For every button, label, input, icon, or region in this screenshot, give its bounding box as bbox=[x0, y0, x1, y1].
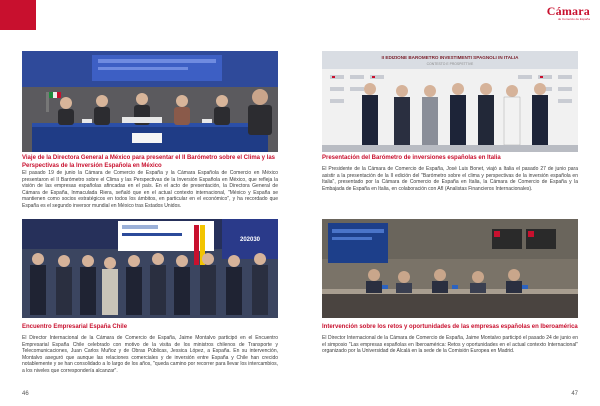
logo-subtitle: de Comercio de España bbox=[557, 17, 590, 21]
camara-logo bbox=[547, 5, 590, 21]
corner-accent bbox=[0, 0, 36, 30]
article-title-chile: Encuentro Empresarial España Chile bbox=[22, 324, 128, 330]
page-number-left: 46 bbox=[22, 391, 29, 397]
article-body-italy: El Presidente de la Cámara de Comercio de España, José Luis Bonet, viajó a Italia el pasado 27 de junio para asistir a la presentación de la II edición del "Barómetro sobre el clima y perspectivas de la inversión española en Italia", presentado por la Cámara de Comercio de España en Italia, la Cámara de Comercio de España y la Embajada de España en Italia, en colaboración con AfI (Analistas Financieros Internacionales). bbox=[322, 166, 578, 192]
article-body-iberoamerica: El Director Internacional de la Cámara de Comercio de España, Jaime Montalvo participó el pasado 24 de junio en el simposio "Las empresas españolas en Iberoamérica: Retos y oportunidades en el actual contexto Internacional" organizado por la Universidad de Alcalá en la sede de la Comisión Europea en Madrid. bbox=[322, 335, 578, 355]
photo-mexico-panel bbox=[22, 51, 278, 152]
photo-chile-meeting bbox=[22, 219, 278, 318]
article-body-chile: El Director Internacional de la Cámara de Comercio de España, Jaime Montalvo participó en el Encuentro Empresarial España Chile celebrado con motivo de la visita de los ministros chilenos de Transporte y Telecomunicaciones, Juan Carlos Muñoz y de Obras Públicas, Jessica López, a España. En su intervención, Montalvo aseguró que aunque las relaciones comerciales y de inversión entre España y Chile han crecido notablemente y se han consolidado a lo largo de los años, "queda camino por recorrer para llevar los intercambios, a los niveles que correspondería alcanzar". bbox=[22, 335, 278, 374]
page-number-right: 47 bbox=[571, 391, 578, 397]
italy-banner-title: II EDIZIONE BAROMETRO INVESTIMENTI SPAGNOLI IN ITALIA bbox=[381, 55, 519, 60]
article-title-iberoamerica: Intervención sobre los retos y oportunidades de las empresas españolas en Iberoamérica bbox=[322, 324, 578, 330]
article-title-mexico: Viaje de la Directora General a México para presentar el II Barómetro sobre el Clima y las Perspectivas de la Inversión Española en México bbox=[22, 155, 276, 169]
photo-iberoamerica-symposium bbox=[322, 219, 578, 318]
article-body-mexico: El pasado 19 de junio la Cámara de Comercio de España y la Cámara Española de Comercio en México presentaron el II Barómetro sobre el Clima y las Perspectivas de la Inversión Española en México, que refleja la visión de las empresas españolas afincadas en el país. En el acto de presentación, la Directora General de Cámara de España, Inmaculada Riera, señaló que en el actual contexto internacional, "México y España se mantienen como socios estratégicos en todos los ámbitos, en particular en el económico", y ha recordado que España es el segundo inversor mundial en México tras Estados Unidos. bbox=[22, 170, 278, 209]
italy-banner-subtitle: CONTESTO E PROSPETTIVE bbox=[426, 62, 474, 66]
article-title-italy: Presentación del Barómetro de inversiones españolas en Italia bbox=[322, 155, 501, 161]
logo-wordmark: Cámara bbox=[546, 4, 590, 18]
chile-screen-text: 202030 bbox=[239, 237, 261, 243]
photo-italy-barometer bbox=[322, 51, 578, 152]
